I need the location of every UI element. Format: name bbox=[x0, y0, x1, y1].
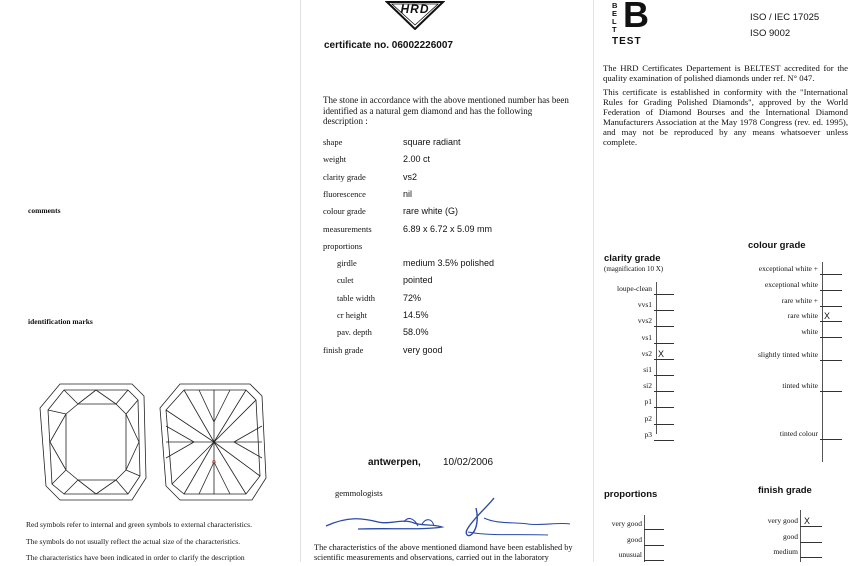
property-row bbox=[323, 345, 573, 361]
clarity-grade-row bbox=[598, 365, 652, 381]
colour-grade-row-label: rare white + bbox=[781, 296, 818, 305]
colour-grade-row-mark: X bbox=[824, 311, 831, 321]
property-value: 2.00 ct bbox=[403, 154, 431, 165]
colour-grade-row bbox=[720, 264, 818, 280]
clarity-grade-row-label: vvs1 bbox=[637, 300, 652, 310]
clarity-grade-row-label: vs2 bbox=[641, 348, 652, 358]
colour-grade-row-blank bbox=[820, 290, 842, 291]
property-label: clarity grade bbox=[323, 171, 366, 182]
property-value: 14.5% bbox=[403, 310, 429, 320]
clarity-grade-row-label: p2 bbox=[644, 413, 652, 423]
property-value: 58.0% bbox=[403, 327, 429, 338]
property-label: shape bbox=[323, 137, 343, 147]
colour-grade-row-label: tinted white bbox=[782, 381, 818, 390]
clarity-grade-subtitle: (magnification 10 X) bbox=[604, 265, 664, 273]
note-line: Red symbols refer to internal and green symbols to external characteristics. bbox=[26, 520, 252, 529]
property-row bbox=[323, 172, 573, 188]
property-label: table width bbox=[337, 292, 376, 303]
property-row bbox=[323, 206, 573, 222]
colour-grade-row bbox=[720, 381, 818, 397]
crown-view-diagram bbox=[40, 384, 146, 500]
finish-grade-row bbox=[740, 532, 798, 548]
inclusion-symbol: o bbox=[212, 459, 216, 466]
clarity-grade-row bbox=[598, 348, 665, 365]
clarity-grade-row-label: si1 bbox=[643, 365, 652, 374]
colour-grade-row-label: rare white bbox=[787, 311, 818, 320]
property-row bbox=[323, 241, 573, 257]
property-label: colour grade bbox=[323, 206, 366, 217]
property-label: proportions bbox=[323, 240, 363, 251]
property-value: pointed bbox=[403, 275, 433, 286]
property-label: girdle bbox=[337, 258, 357, 269]
property-row bbox=[323, 310, 573, 326]
clarity-grade-row-blank bbox=[654, 407, 674, 408]
finish-grade-row-label: medium bbox=[773, 547, 798, 556]
clarity-grade-row bbox=[598, 397, 652, 413]
issue-city: antwerpen, bbox=[368, 457, 421, 468]
property-label: finish grade bbox=[323, 344, 364, 355]
property-value: medium 3.5% polished bbox=[403, 258, 495, 269]
colour-grade-row-label: white bbox=[801, 327, 818, 336]
clarity-grade-row-label: si2 bbox=[643, 381, 652, 391]
clarity-grade-row-blank bbox=[654, 310, 674, 311]
colour-grade-row-blank bbox=[820, 321, 842, 322]
property-value: square radiant bbox=[403, 137, 461, 147]
clarity-grade-row bbox=[598, 284, 652, 300]
finish-grade-title: finish grade bbox=[758, 485, 812, 496]
clarity-grade-row-label: p3 bbox=[644, 429, 652, 439]
property-label: cr height bbox=[337, 310, 367, 320]
beltest-letter: L bbox=[612, 17, 617, 26]
beltest-b-mark: B bbox=[623, 0, 647, 35]
finish-grade-row-blank bbox=[800, 542, 822, 543]
property-row bbox=[323, 293, 573, 309]
colour-grade-row-label: exceptional white bbox=[764, 280, 818, 289]
note-line: The symbols do not usually reflect the actual size of the characteristics. bbox=[26, 537, 241, 546]
clarity-grade-row-blank bbox=[654, 343, 674, 344]
beltest-letter: T bbox=[612, 25, 617, 34]
intro-paragraph: The stone in accordance with the above mentioned number has been identified as a natural gem diamond and has the following description : bbox=[323, 95, 569, 126]
finish-grade-row-blank bbox=[800, 526, 822, 527]
finish-grade-row bbox=[740, 516, 811, 532]
property-row bbox=[323, 154, 573, 170]
property-value: 72% bbox=[403, 292, 422, 303]
colour-grade-row bbox=[720, 429, 818, 445]
clarity-grade-row-blank bbox=[654, 440, 674, 441]
hrd-logo-text: HRD bbox=[400, 2, 430, 16]
clarity-grade-row-blank bbox=[654, 359, 674, 360]
clarity-grade-row bbox=[598, 333, 652, 349]
clarity-grade-row bbox=[598, 381, 652, 397]
proportions-row-blank bbox=[644, 560, 664, 561]
proportions-row bbox=[590, 519, 642, 535]
beltest-logo bbox=[612, 2, 658, 48]
gemmologists-label: gemmologists bbox=[335, 488, 383, 498]
colour-grade-row-label: tinted colour bbox=[779, 429, 818, 438]
iso-standard-line: ISO 9002 bbox=[750, 28, 791, 39]
finish-grade-row bbox=[740, 547, 798, 563]
gemmologist-signatures bbox=[318, 494, 578, 542]
accreditation-paragraph: The HRD Certificates Departement is BELTEST accredited for the quality examination of polished diamonds under ref. N° 047. bbox=[603, 63, 848, 83]
property-row bbox=[323, 327, 573, 343]
certificate-number: certificate no. 06002226007 bbox=[324, 40, 453, 51]
finish-grade-row-blank bbox=[800, 557, 822, 558]
proportions-title: proportions bbox=[604, 489, 658, 500]
colour-grade-row-label: exceptional white + bbox=[758, 264, 818, 273]
property-value: rare white (G) bbox=[403, 206, 459, 217]
beltest-letter: B bbox=[612, 1, 618, 10]
clarity-grade-row-label: vvs2 bbox=[637, 316, 652, 326]
proportions-row-label: unusual bbox=[618, 550, 642, 559]
clarity-grade-row-blank bbox=[654, 375, 674, 376]
property-label: culet bbox=[337, 275, 354, 286]
clarity-grade-row-label: vs1 bbox=[641, 332, 652, 342]
fold-line bbox=[593, 0, 594, 562]
colour-grade-row-label: slightly tinted white bbox=[758, 350, 818, 359]
colour-grade-row-blank bbox=[820, 306, 842, 307]
property-value: vs2 bbox=[403, 171, 418, 182]
property-label: measurements bbox=[323, 223, 372, 234]
clarity-grade-row-blank bbox=[654, 294, 674, 295]
finish-grade-row-label: very good bbox=[767, 516, 798, 525]
colour-grade-row-blank bbox=[820, 337, 842, 338]
finish-scale-axis bbox=[800, 510, 801, 562]
clarity-grade-row-label: loupe-clean bbox=[617, 284, 652, 293]
clarity-grade-row bbox=[598, 316, 652, 332]
clarity-grade-row-blank bbox=[654, 391, 674, 392]
beltest-letter: E bbox=[612, 9, 618, 18]
colour-grade-row bbox=[720, 296, 818, 312]
property-value: nil bbox=[403, 188, 413, 199]
conformity-paragraph: This certificate is established in conformity with the "International Rules for Grading Polished Diamonds", approved by the World Federation of Diamond Bourses and the International Diamond Manufacturers Association at the May 1978 Congress (rev. ed. 1995), and may not be reproduced by any means whatsoever unless complete. bbox=[603, 87, 848, 147]
property-label: fluorescence bbox=[323, 188, 366, 199]
footer-note: The characteristics of the above mentioned diamond have been established by scientific measurements and observations, carried out in the laboratory bbox=[314, 543, 573, 562]
note-line: The characteristics have been indicated in order to clarify the description bbox=[26, 553, 245, 562]
clarity-grade-title: clarity grade bbox=[604, 253, 661, 264]
proportions-row bbox=[590, 550, 642, 566]
comments-label: comments bbox=[28, 206, 61, 215]
colour-grade-row bbox=[720, 280, 818, 296]
beltest-word: TEST bbox=[612, 36, 642, 47]
clarity-grade-row-blank bbox=[654, 424, 674, 425]
proportions-row-blank bbox=[644, 529, 664, 530]
colour-grade-row bbox=[720, 327, 818, 343]
property-value: very good bbox=[403, 344, 443, 355]
clarity-grade-row bbox=[598, 300, 652, 316]
colour-scale-axis bbox=[822, 262, 823, 462]
clarity-grade-row bbox=[598, 414, 652, 430]
colour-grade-title: colour grade bbox=[748, 240, 806, 251]
proportions-row bbox=[590, 535, 642, 551]
property-row bbox=[323, 224, 573, 240]
clarity-grade-row bbox=[598, 430, 652, 446]
iso-standard-line: ISO / IEC 17025 bbox=[750, 12, 820, 23]
clarity-grade-row-blank bbox=[654, 326, 674, 327]
proportions-row-label: very good bbox=[611, 519, 642, 528]
property-row bbox=[323, 189, 573, 205]
pavilion-view-diagram bbox=[160, 384, 266, 500]
colour-grade-row-blank bbox=[820, 391, 842, 392]
property-label: weight bbox=[323, 154, 347, 165]
finish-grade-row-label: good bbox=[783, 531, 798, 541]
proportions-row-label: good bbox=[627, 534, 642, 544]
colour-grade-row-blank bbox=[820, 439, 842, 440]
colour-grade-row-blank bbox=[820, 274, 842, 275]
colour-grade-row-blank bbox=[820, 360, 842, 361]
fold-line bbox=[300, 0, 301, 562]
hrd-logo bbox=[385, 0, 445, 30]
property-label: pav. depth bbox=[337, 327, 372, 338]
property-row bbox=[323, 275, 573, 291]
property-value: 6.89 x 6.72 x 5.09 mm bbox=[403, 223, 493, 234]
diamond-plot-diagram bbox=[34, 382, 274, 504]
issue-date: 10/02/2006 bbox=[443, 457, 494, 468]
proportions-scale-axis bbox=[644, 515, 645, 562]
clarity-grade-row-mark: X bbox=[658, 348, 665, 359]
proportions-row-blank bbox=[644, 545, 664, 546]
clarity-grade-row-label: p1 bbox=[644, 397, 652, 407]
colour-grade-row bbox=[720, 311, 831, 327]
identification-marks-label: identification marks bbox=[28, 317, 93, 326]
colour-grade-row bbox=[720, 350, 818, 366]
property-row bbox=[323, 137, 573, 153]
property-row bbox=[323, 258, 573, 274]
finish-grade-row-mark: X bbox=[804, 516, 811, 526]
